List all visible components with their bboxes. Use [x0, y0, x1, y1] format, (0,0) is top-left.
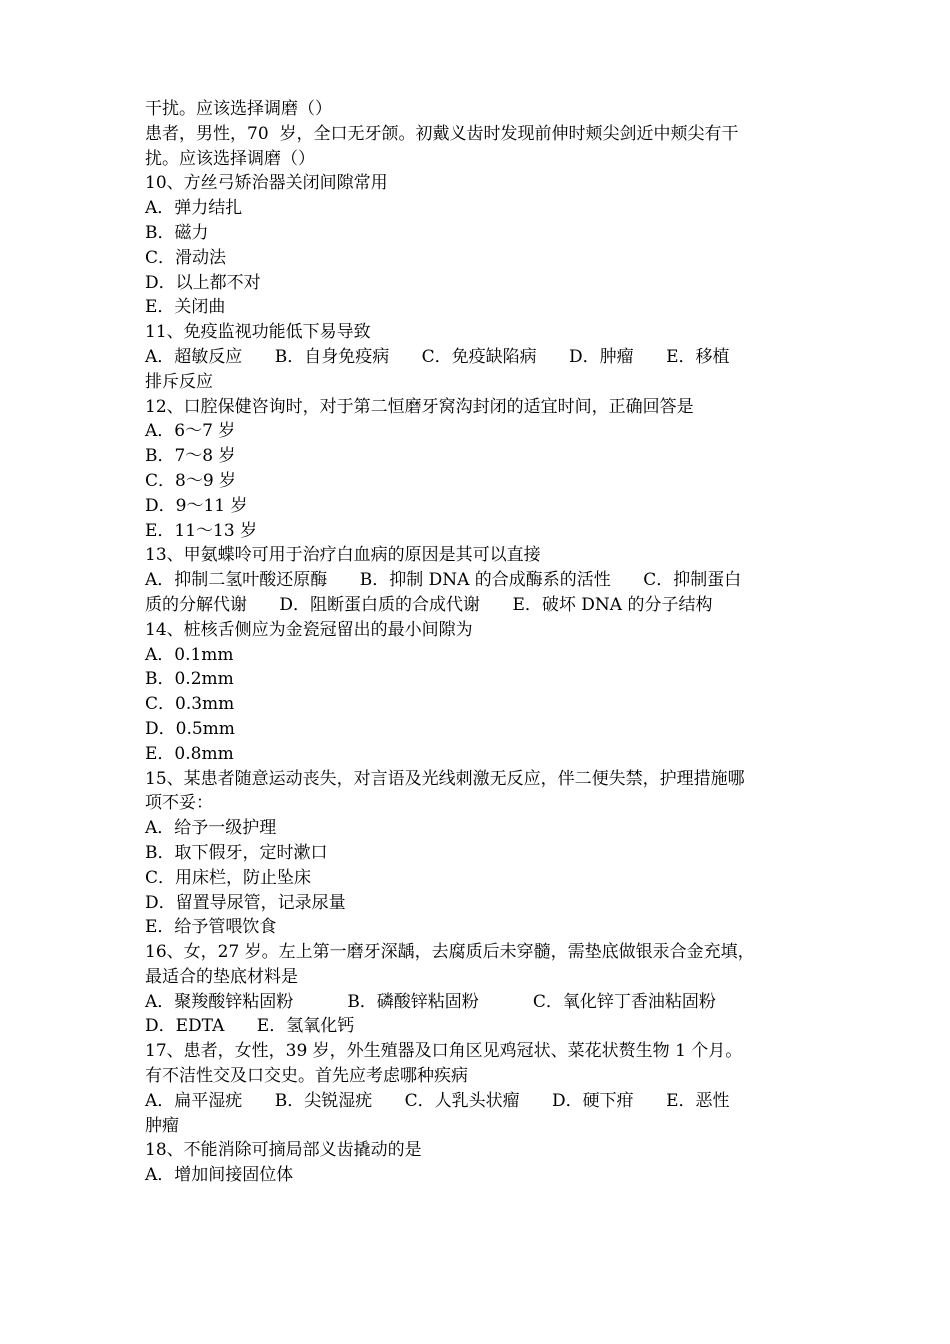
answer-option: B．磁力 — [145, 222, 209, 243]
answer-option: B．0.2mm — [145, 669, 234, 690]
answer-option: B．取下假牙，定时漱口 — [145, 842, 328, 863]
answer-options-inline: 肿瘤 — [145, 1115, 179, 1136]
answer-options-inline: A．超敏反应 B．自身免疫病 C．免疫缺陷病 D．肿瘤 E．移植 — [145, 346, 730, 367]
answer-options-inline: A．抑制二氢叶酸还原酶 B．抑制 DNA 的合成酶系的活性 C．抑制蛋白 — [145, 570, 742, 591]
answer-option: E．0.8mm — [145, 743, 234, 764]
document-body — [145, 97, 825, 1188]
answer-option: C．8～9 岁 — [145, 470, 237, 491]
answer-option: C．用床栏，防止坠床 — [145, 867, 312, 888]
answer-option: A．增加间接固位体 — [145, 1165, 294, 1186]
answer-options-inline: 排斥反应 — [145, 371, 213, 392]
question-stem: 12、口腔保健咨询时，对于第二恒磨牙窝沟封闭的适宜时间，正确回答是 — [145, 396, 694, 417]
answer-options-inline: D．EDTA E．氢氧化钙 — [145, 1016, 355, 1037]
answer-option: E．关闭曲 — [145, 297, 226, 318]
answer-option: A．0.1mm — [145, 644, 234, 665]
question-stem: 14、桩核舌侧应为金瓷冠留出的最小间隙为 — [145, 619, 473, 640]
answer-option: E．11～13 岁 — [145, 520, 258, 541]
question-stem: 15、某患者随意运动丧失，对言语及光线刺激无反应，伴二便失禁，护理措施哪 — [145, 768, 745, 789]
question-stem: 17、患者，女性，39 岁，外生殖器及口角区见鸡冠状、菜花状赘生物 1 个月。 — [145, 1041, 743, 1062]
text-line: 患者，男性，70 岁，全口无牙颌。初戴义齿时发现前伸时颊尖剑近中颊尖有干 — [145, 123, 739, 144]
answer-option: D．留置导尿管，记录尿量 — [145, 892, 346, 913]
answer-option: A．6～7 岁 — [145, 421, 236, 442]
question-stem: 10、方丝弓矫治器关闭间隙常用 — [145, 173, 388, 194]
question-stem: 13、甲氨蝶呤可用于治疗白血病的原因是其可以直接 — [145, 545, 541, 566]
answer-option: C．滑动法 — [145, 247, 227, 268]
question-stem: 16、女，27 岁。左上第一磨牙深龋，去腐质后未穿髓，需垫底做银汞合金充填， — [145, 942, 755, 963]
answer-option: A．弹力结扎 — [145, 198, 243, 219]
answer-option: D．以上都不对 — [145, 272, 261, 293]
question-stem: 最适合的垫底材料是 — [145, 966, 298, 987]
text-line: 扰。应该选择调磨（） — [145, 148, 315, 169]
answer-option: A．给予一级护理 — [145, 818, 277, 839]
text-line: 干扰。应该选择调磨（） — [145, 99, 332, 119]
answer-option: C．0.3mm — [145, 694, 235, 715]
answer-option: D．9～11 岁 — [145, 495, 248, 516]
answer-options-inline: A．聚羧酸锌粘固粉 B．磷酸锌粘固粉 C．氧化锌丁香油粘固粉 — [145, 991, 716, 1012]
answer-option: B．7～8 岁 — [145, 446, 236, 467]
question-stem: 有不洁性交及口交史。首先应考虑哪种疾病 — [145, 1066, 468, 1087]
answer-option: E．给予管喂饮食 — [145, 917, 277, 938]
question-stem: 18、不能消除可摘局部义齿撬动的是 — [145, 1140, 422, 1161]
answer-options-inline: A．扁平湿疣 B．尖锐湿疣 C．人乳头状瘤 D．硬下疳 E．恶性 — [145, 1090, 730, 1111]
answer-options-inline: 质的分解代谢 D．阻断蛋白质的合成代谢 E．破坏 DNA 的分子结构 — [145, 594, 713, 615]
question-stem: 项不妥： — [145, 793, 213, 814]
answer-option: D．0.5mm — [145, 718, 235, 739]
question-stem: 11、免疫监视功能低下易导致 — [145, 322, 371, 343]
